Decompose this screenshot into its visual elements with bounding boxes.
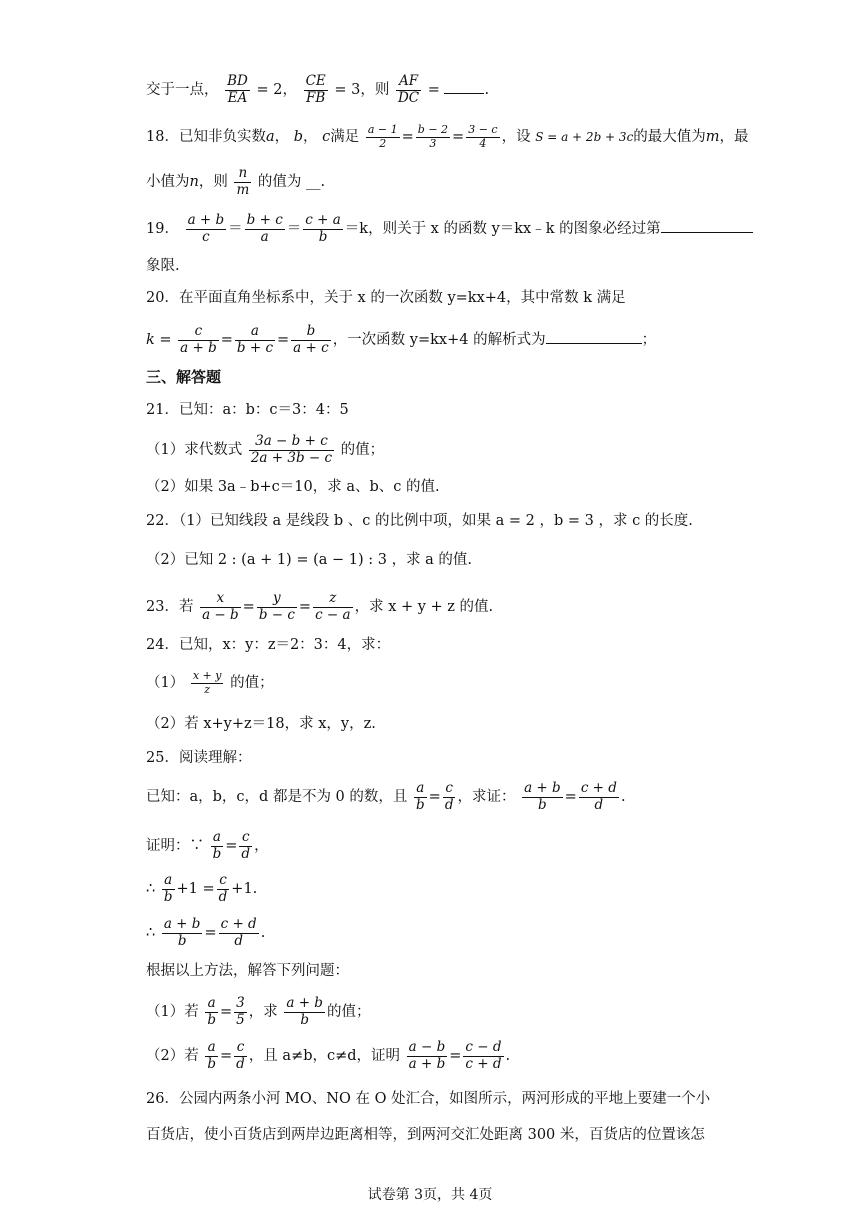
q19-line2: 象限. xyxy=(146,258,180,274)
q24-line1: 24．已知，x：y：z＝2：3：4，求： xyxy=(146,637,391,653)
q24-part2: （2）若 x+y+z＝18，求 x，y，z. xyxy=(146,716,376,732)
q22-part2: （2）已知 2 : (a + 1) = (a − 1) : 3 ，求 a 的值. xyxy=(146,552,473,568)
q25-line1: 25．阅读理解： xyxy=(146,750,252,766)
q20-line1: 20．在平面直角坐标系中，关于 x 的一次函数 y=kx+4，其中常数 k 满足 xyxy=(146,290,626,306)
q19-line1: 19． $\frac{a + b}{c}$ ＝ $\frac{b + c}{a}$ ＝ $\frac{c + a}{b}$ ＝k，则关于 x 的函数 y＝kx﹣k 的图象必经过第 xyxy=(146,213,753,245)
q20-line2: k = $\frac{c}{a + b}$ = $\frac{a}{b + c}$ = $\frac{b}{a + c}$ ，一次函数 y=kx+4 的解析式为 ； xyxy=(146,323,657,356)
q17-tail: 交于一点， $\frac{BD}{EA}$ = 2， $\frac{CE}{FB}$ = 3，则 $\frac{AF}{DC}$ = . xyxy=(146,73,490,106)
page-footer: 试卷第 3页，共 4页 xyxy=(367,1187,493,1203)
q18-line2: 小值为n，则 $\frac{n}{m}$ 的值为 __. xyxy=(146,165,326,198)
q21-part2: （2）如果 3a﹣b+c＝10，求 a、b、c 的值. xyxy=(146,479,440,495)
q26-line1: 26．公园内两条小河 MO、NO 在 O 处汇合，如图所示，两河形成的平地上要建一个小 xyxy=(146,1091,711,1107)
q25-proof: 证明：∵ $\frac{a}{b}$ = $\frac{c}{d}$ ， xyxy=(146,829,269,862)
q22-part1: 22．（1）已知线段 a 是线段 b 、c 的比例中项，如果 a = 2 ，b = 3 ，求 c 的长度. xyxy=(146,513,693,529)
q26-line2: 百货店，使小百货店到两岸边距离相等，到两河交汇处距离 300 米，百货店的位置该怎 xyxy=(146,1127,705,1143)
section-title: 三、解答题 xyxy=(146,368,222,386)
q18-line1: 18．已知非负实数a， b， c满足 $\frac{a - 1}{2}$ = $\frac{b - 2}{3}$ = $\frac{3 - c}{4}$ ，设 S = a + 2b + 3c的最大值为m，最 xyxy=(146,123,749,150)
q25-part2: （2）若 $\frac{a}{b}$ = $\frac{c}{d}$ ，且 a≠b，c≠d，证明 $\frac{a - b}{a + b}$ = $\frac{c - d}{c + d}$ . xyxy=(146,1039,511,1072)
q25-method: 根据以上方法，解答下列问题： xyxy=(146,963,349,979)
q25-step2: ∴ $\frac{a + b}{b}$ = $\frac{c + d}{d}$ . xyxy=(146,916,266,949)
q23: 23．若 $\frac{x}{a - b}$ = $\frac{y}{b - c}$ = $\frac{z}{c - a}$ ，求 x + y + z 的值. xyxy=(146,590,494,623)
q24-part1: （1） $\frac{x + y}{z}$ 的值； xyxy=(146,669,274,696)
q21-part1: （1）求代数式 $\frac{3a - b + c}{2a + 3b - c}$ 的值； xyxy=(146,433,385,466)
q21-line1: 21．已知：a：b：c＝3：4：5 xyxy=(146,402,349,418)
q25-part1: （1）若 $\frac{a}{b}$ = $\frac{3}{5}$ ，求 $\frac{a + b}{b}$ 的值； xyxy=(146,995,371,1028)
q25-line2: 已知：a，b，c，d 都是不为 0 的数，且 $\frac{a}{b}$ = $\frac{c}{d}$ ，求证： $\frac{a + b}{b}$ = $\frac{c + d}{d}$ . xyxy=(146,780,626,813)
q25-step1: ∴ $\frac{a}{b}$ +1 = $\frac{c}{d}$ +1. xyxy=(146,872,258,905)
